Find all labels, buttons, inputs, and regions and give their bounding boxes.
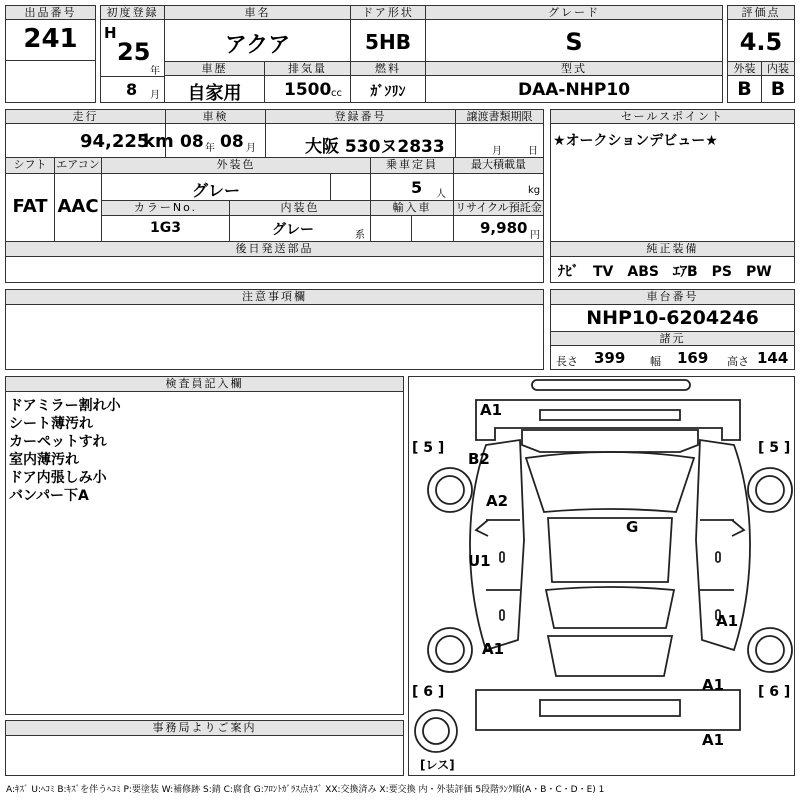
equipment-label: 純正装備 (550, 241, 795, 257)
max-load-label: 最大積載量 (453, 157, 544, 174)
tire-label-spare: [レス] (420, 758, 455, 772)
model-value: DAA-NHP10 (517, 80, 631, 100)
shift-value: FAT (12, 196, 48, 217)
displacement-label: 排気量 (264, 61, 351, 76)
score-label: 評価点 (727, 5, 795, 20)
hatch-shape (548, 636, 672, 676)
recycle-label: リサイクル預託金 (453, 200, 544, 216)
door-value: 5HB (365, 30, 411, 54)
mark-front-left-door: A2 (486, 492, 509, 510)
height-value: 144 (757, 349, 789, 367)
interior-label: 内装 (761, 61, 795, 76)
equipment-value: ﾅﾋﾞ TV ABS ｴｱB PS PW (558, 264, 772, 280)
width-value: 169 (677, 349, 709, 367)
displacement-value: 1500 (284, 80, 332, 100)
dims-label: 諸元 (550, 331, 795, 346)
tire-label-front-left: [ 5 ] (412, 440, 445, 456)
capacity-unit: 人 (436, 189, 446, 200)
ext-color-value: グレー (191, 181, 240, 200)
tire-label-rear-right: [ 6 ] (758, 684, 791, 700)
selling-point-label: セールスポイント (550, 109, 795, 124)
left-mirror-shape (476, 520, 488, 536)
door-label: ドア形状 (350, 5, 426, 20)
plate-value: 大阪 530ヌ2833 (305, 137, 445, 157)
grade-label: グレード (425, 5, 723, 20)
selling-point-value: ★オークションデビュー★ (553, 133, 718, 149)
capacity-label: 乗車定員 (370, 157, 454, 174)
windshield-shape (526, 452, 694, 512)
front-right-tire (748, 468, 792, 512)
history-value: 自家用 (187, 83, 242, 104)
mark-rear-left-door: U1 (468, 552, 491, 570)
rear-glass-shape (546, 587, 674, 628)
transfer-day-unit: 日 (528, 146, 538, 157)
car-name-value: アクア (224, 33, 291, 58)
inspector-line-1: ドアミラー割れ小 (9, 398, 121, 414)
length-value: 399 (594, 349, 626, 367)
max-load-unit: kg (528, 185, 541, 196)
year-unit: 年 (150, 66, 160, 77)
mark-rear-right-door: A1 (716, 612, 739, 630)
roof-shape (548, 518, 672, 582)
width-label: 幅 (650, 355, 661, 368)
fuel-value: ｶﾞｿﾘﾝ (370, 84, 406, 100)
int-color-unit: 系 (355, 230, 365, 241)
left-door-lines (486, 520, 520, 590)
capacity-value: 5 (411, 178, 423, 197)
score-value: 4.5 (739, 28, 783, 56)
inspector-line-2: シート薄汚れ (9, 416, 93, 432)
exterior-label: 外装 (727, 61, 762, 76)
recycle-unit: 円 (530, 230, 540, 241)
notes-label: 注意事項欄 (5, 289, 544, 305)
first-reg-label: 初度登録 (100, 5, 165, 20)
chassis-value: NHP10-6204246 (586, 307, 759, 329)
spare-tire (415, 710, 457, 752)
aircon-label: エアコン (54, 157, 102, 174)
tire-label-rear-left: [ 6 ] (412, 684, 445, 700)
car-name-label: 車名 (164, 5, 351, 20)
front-left-tire (428, 468, 472, 512)
month-unit: 月 (150, 90, 160, 101)
color-no-label: カラーNo. (101, 200, 230, 216)
inspector-line-5: ドア内張しみ小 (9, 470, 107, 486)
int-color-value: グレー (272, 222, 314, 238)
rear-plate-shape (540, 700, 680, 716)
transfer-month-unit: 月 (492, 146, 502, 157)
int-color-label: 内装色 (229, 200, 371, 216)
mark-roof: G (626, 518, 639, 536)
office-label: 事務局よりご案内 (5, 720, 404, 736)
rear-left-tire (428, 628, 472, 672)
mileage-unit: km (143, 131, 174, 152)
right-door-lines (700, 520, 734, 590)
right-mirror-shape (732, 520, 744, 536)
inspection-month: 08 (220, 132, 244, 152)
fuel-label: 燃料 (350, 61, 426, 76)
length-label: 長さ (556, 355, 578, 368)
mileage-label: 走行 (5, 109, 166, 124)
mark-rear-left-fender: A1 (482, 640, 505, 658)
chassis-label: 車台番号 (550, 289, 795, 305)
height-label: 高さ (727, 355, 749, 368)
mileage-value: 94,225 (80, 131, 150, 152)
mark-rear-right-fender: A1 (702, 676, 725, 694)
displacement-unit: cc (331, 88, 342, 99)
recycle-value: 9,980 (480, 219, 528, 237)
left-body-shape (470, 440, 524, 650)
year-value: 25 (117, 38, 151, 66)
rear-right-tire (748, 628, 792, 672)
inspection-year: 08 (180, 132, 204, 152)
mark-front-left-fender: B2 (468, 450, 490, 468)
tire-label-front-right: [ 5 ] (758, 440, 791, 456)
plate-label: 登録番号 (265, 109, 456, 124)
mark-rear-bumper: A1 (702, 731, 725, 749)
rear-frame-shape (476, 690, 740, 730)
mark-front-bumper: A1 (480, 401, 503, 419)
lot-label: 出品番号 (5, 5, 96, 20)
legend-text: A:ｷｽﾞ U:ﾍｺﾐ B:ｷｽﾞを伴うﾍｺﾐ P:要塗装 W:補修跡 S:錆 C:腐食 G:ﾌﾛﾝﾄｶﾞﾗｽ点ｷｽﾞ XX:交換済み X:要交換 内・外装評価 5段階ﾗﾝｸ順(A・B・C・D・E) 1 (6, 785, 605, 795)
front-grille-shape (540, 410, 680, 420)
interior-value: B (770, 78, 786, 100)
month-value: 8 (126, 80, 138, 99)
transfer-doc-label: 譲渡書類期限 (455, 109, 544, 124)
color-no-value: 1G3 (150, 220, 181, 236)
grade-value: S (565, 28, 583, 56)
shift-label: シフト (5, 157, 55, 174)
inspector-line-4: 室内薄汚れ (9, 452, 79, 468)
ext-color-label: 外装色 (101, 157, 371, 174)
inspection-year-unit: 年 (205, 143, 215, 154)
inspector-line-3: カーペットすれ (9, 434, 107, 450)
inspector-line-6: バンパー下A (9, 488, 89, 504)
aircon-value: AAC (57, 196, 99, 217)
era-value: H (104, 24, 117, 42)
inspection-month-unit: 月 (246, 143, 256, 154)
hood-front-shape (522, 430, 698, 452)
front-bumper-top-shape (532, 380, 690, 390)
later-parts-label: 後日発送部品 (5, 241, 544, 257)
inspector-label: 検査員記入欄 (5, 376, 404, 392)
inspection-label: 車検 (165, 109, 266, 124)
exterior-value: B (737, 78, 752, 100)
import-label: 輸入車 (370, 200, 454, 216)
lot-value: 241 (23, 24, 78, 54)
model-label: 型式 (425, 61, 723, 76)
history-label: 車歴 (164, 61, 265, 76)
